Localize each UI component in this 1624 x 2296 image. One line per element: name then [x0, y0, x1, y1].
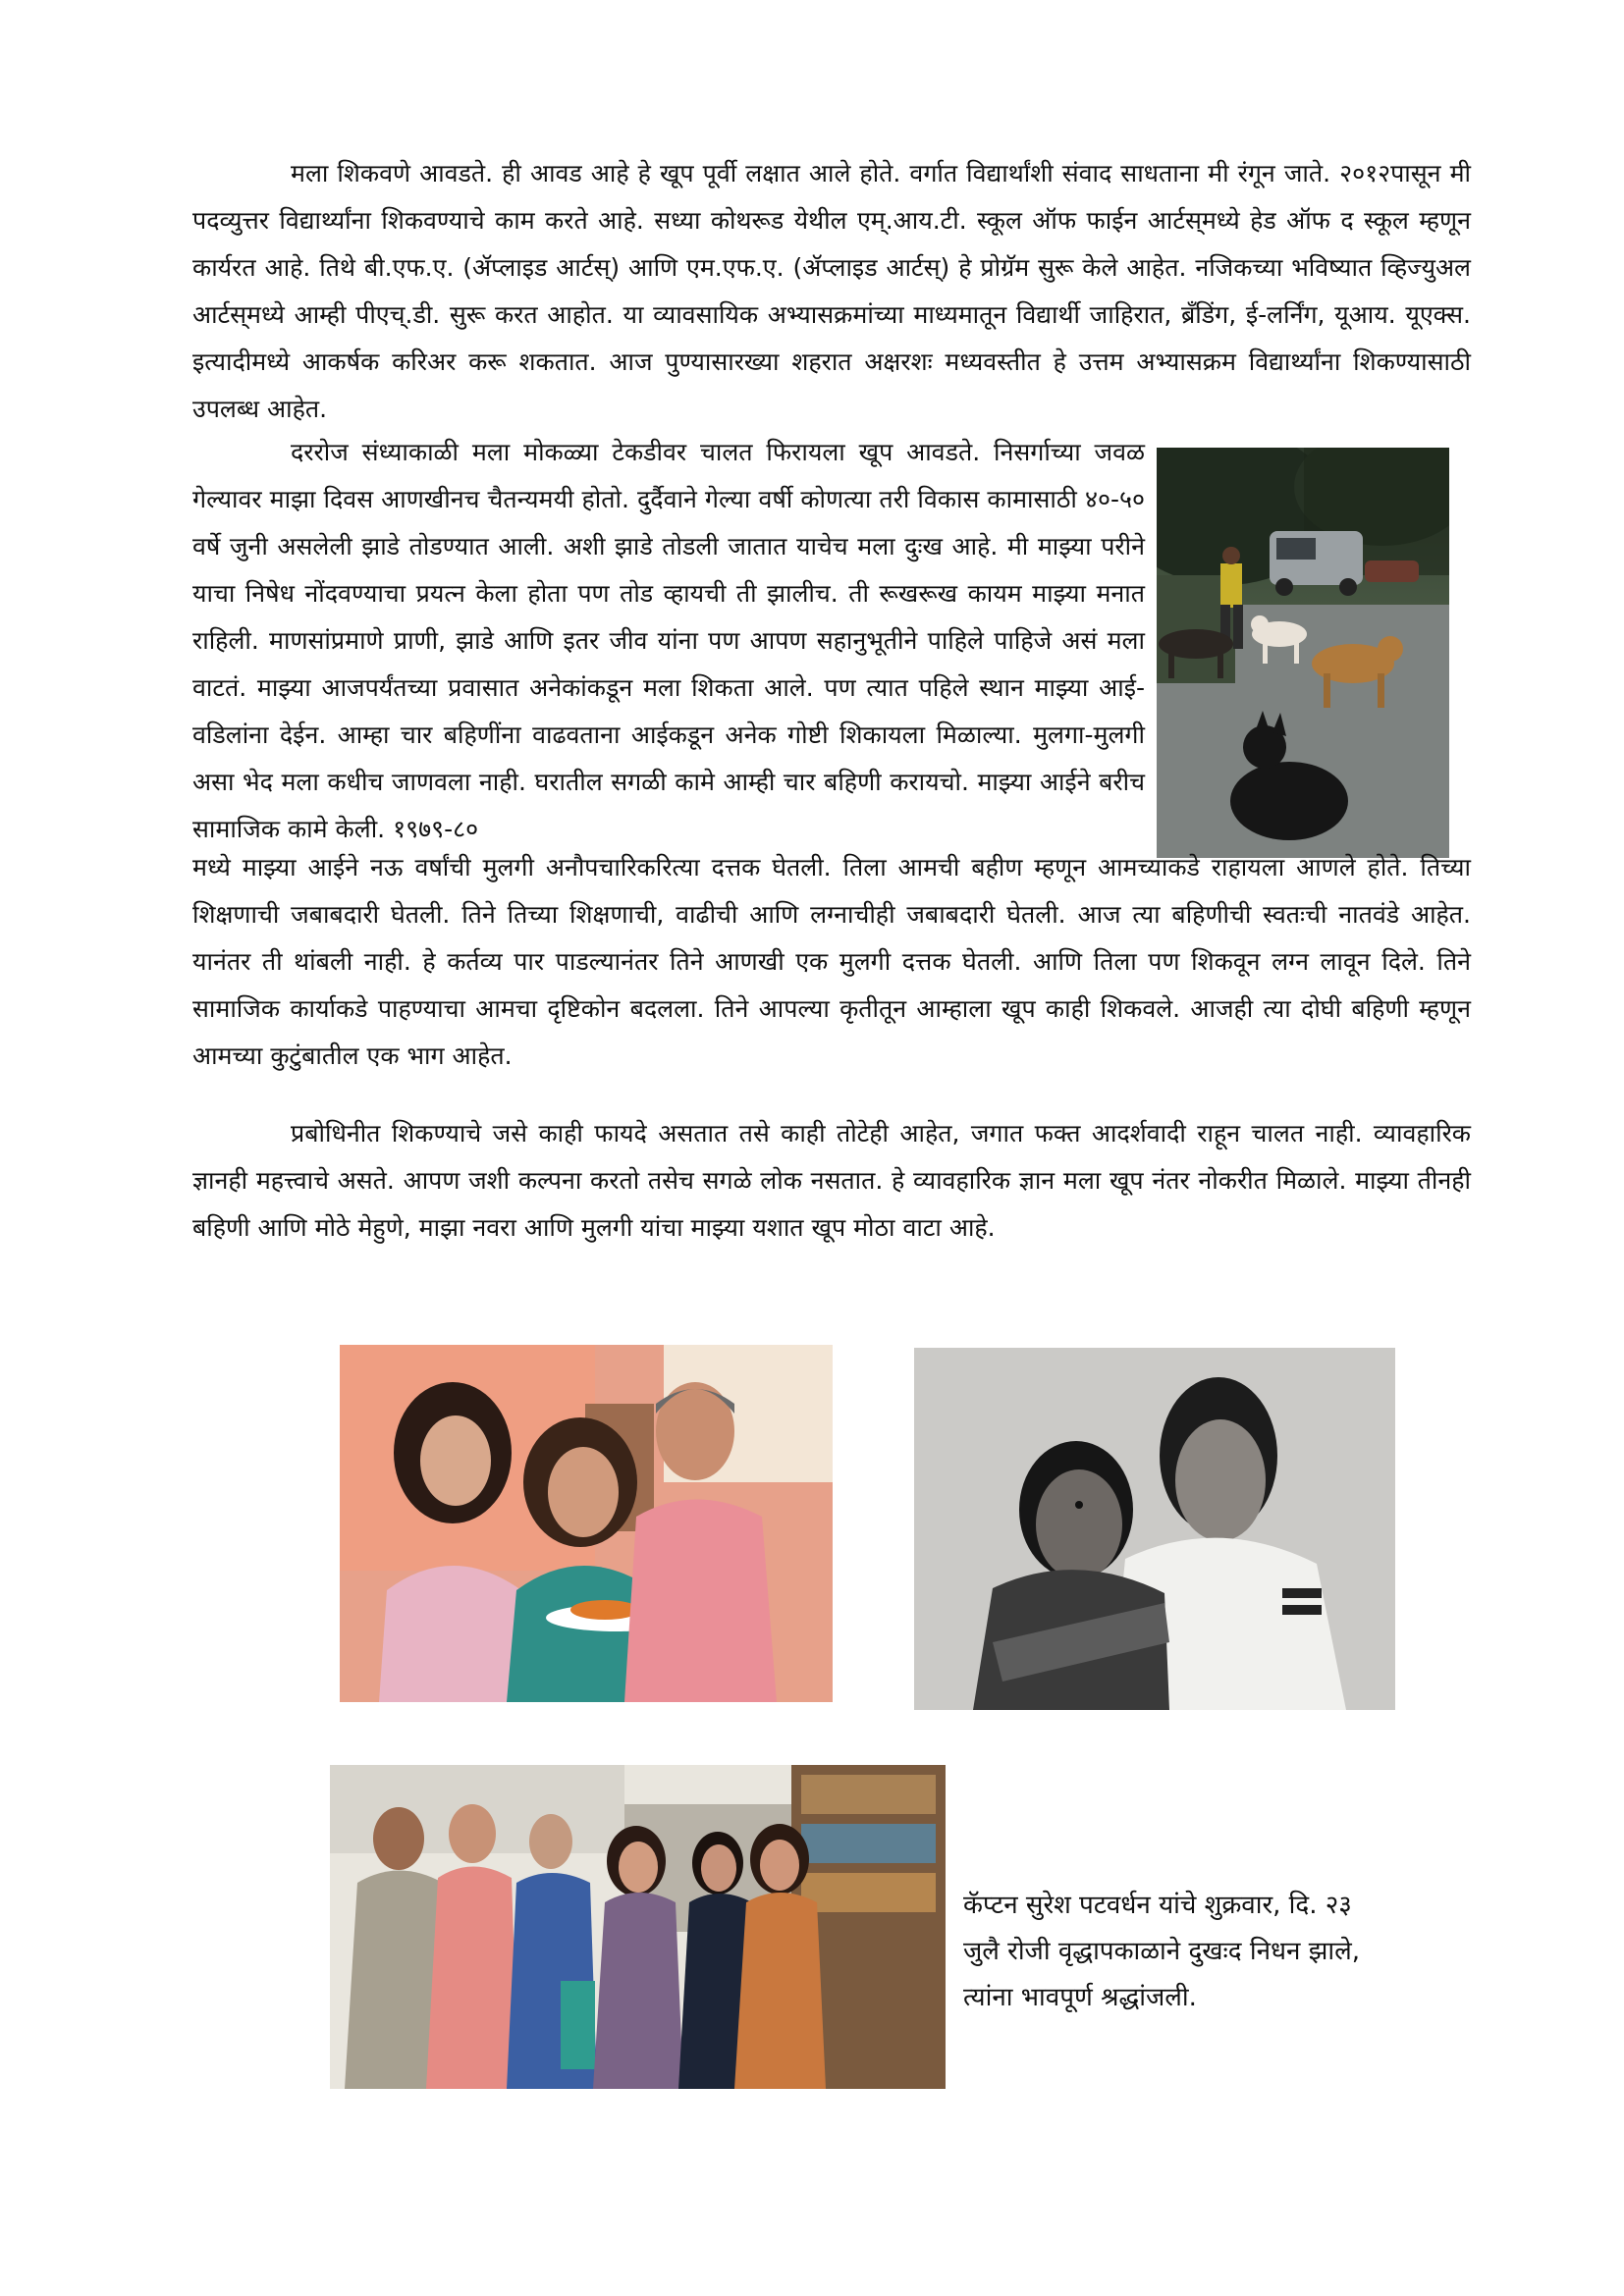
paragraph-adopted-sister: मध्ये माझ्या आईने नऊ वर्षांची मुलगी अनौपचारिकरित्या दत्तक घेतली. तिला आमची बहीण म्हणून आमच्याकडे राहायला आणले होते. तिच्या शिक्षणाची जबाबदारी घेतली. तिने तिच्या शिक्षणाची, वाढीची आणि लग्नाचीही जबाबदारी घेतली. आज त्या बहिणीची स्वतःची नातवंडे आहेत. यानंतर ती थांबली नाही. हे कर्तव्य पार पाडल्यानंतर तिने आणखी एक मुलगी दत्तक घेतली. आणि तिला पण शिकवून लग्न लावून दिले. तिने सामाजिक कार्याकडे पाहण्याचा आमचा दृष्टिकोन बदलला. तिने आपल्या कृतीतून आम्हाला खूप काही शिकवले. आजही त्या दोघी बहिणी म्हणून आमच्या कुटुंबातील एक भाग आहेत.: [192, 853, 1471, 1070]
paragraph-practical-knowledge: प्रबोधिनीत शिकण्याचे जसे काही फायदे असतात तसे काही तोटेही आहेत, जगात फक्त आदर्शवादी राहून चालत नाही. व्यावहारिक ज्ञानही महत्त्वाचे असते. आपण जशी कल्पना करतो तसेच सगळे लोक नसतात. हे व्यावहारिक ज्ञान मला खूप नंतर नोकरीत मिळाले. माझ्या तीनही बहिणी आणि मोठे मेहुणे, माझा नवरा आणि मुलगी यांचा माझ्या यशात खूप मोठा वाटा आहे.: [192, 1119, 1471, 1242]
photo-vintage-couple: [914, 1348, 1395, 1710]
photo-family-three: [340, 1345, 833, 1702]
photo-group-six: [330, 1765, 946, 2089]
paragraph-nature-and-family: दररोज संध्याकाळी मला मोकळ्या टेकडीवर चालत फिरायला खूप आवडते. निसर्गाच्या जवळ गेल्यावर माझा दिवस आणखीनच चैतन्यमयी होतो. दुर्दैवाने गेल्या वर्षी कोणत्या तरी विकास कामासाठी ४०-५० वर्षे जुनी असलेली झाडे तोडण्यात आली. अशी झाडे तोडली जातात याचेच मला दुःख आहे. मी माझ्या परीने याचा निषेध नोंदवण्याचा प्रयत्न केला होता पण तोड व्हायची ती झालीच. ती रूखरूख कायम माझ्या मनात राहिली. माणसांप्रमाणे प्राणी, झाडे आणि इतर जीव यांना पण आपण सहानुभूतीने पाहिले पाहिजे असं मला वाटतं. माझ्या आजपर्यंतच्या प्रवासात अनेकांकडून मला शिकता आले. पण त्यात पहिले स्थान माझ्या आई-वडिलांना देईन. आम्हा चार बहिणींना वाढवताना आईकडून अनेक गोष्टी शिकायला मिळाल्या. मुलगा-मुलगी असा भेद मला कधीच जाणवला नाही. घरातील सगळी कामे आम्ही चार बहिणी करायचो. माझ्या आईने बरीच सामाजिक कामे केली. १९७९-८०: [192, 438, 1145, 843]
paragraph-teaching: मला शिकवणे आवडते. ही आवड आहे हे खूप पूर्वी लक्षात आले होते. वर्गात विद्यार्थांशी संवाद साधताना मी रंगून जाते. २०१२पासून मी पदव्युत्तर विद्यार्थ्यांना शिकवण्याचे काम करते आहे. सध्या कोथरूड येथील एम्.आय.टी. स्कूल ऑफ फाईन आर्टस्‌मध्ये हेड ऑफ द स्कूल म्हणून कार्यरत आहे. तिथे बी.एफ.ए. (ॲप्लाइड आर्टस्) आणि एम.एफ.ए. (ॲप्लाइड आर्टस्) हे प्रोग्रॅम सुरू केले आहेत. नजिकच्या भविष्यात व्हिज्युअल आर्टस्‌मध्ये आम्ही पीएच्.डी. सुरू करत आहोत. या व्यावसायिक अभ्यासक्रमांच्या माध्यमातून विद्यार्थी जाहिरात, ब्रँडिंग, ई-लर्निंग, यूआय. यूएक्स. इत्यादीमध्ये आकर्षक करिअर करू शकतात. आज पुण्यासारख्या शहरात अक्षरशः मध्यवस्तीत हे उत्तम अभ्यासक्रम विद्यार्थ्यांना शिकण्यासाठी उपलब्ध आहेत.: [192, 159, 1471, 423]
photo-street-dogs: [1157, 448, 1449, 858]
obituary-caption: कॅप्टन सुरेश पटवर्धन यांचे शुक्रवार, दि. २३ जुलै रोजी वृद्धापकाळाने दुखःद निधन झाले, त्यांना भावपूर्ण श्रद्धांजली.: [963, 1891, 1360, 2012]
